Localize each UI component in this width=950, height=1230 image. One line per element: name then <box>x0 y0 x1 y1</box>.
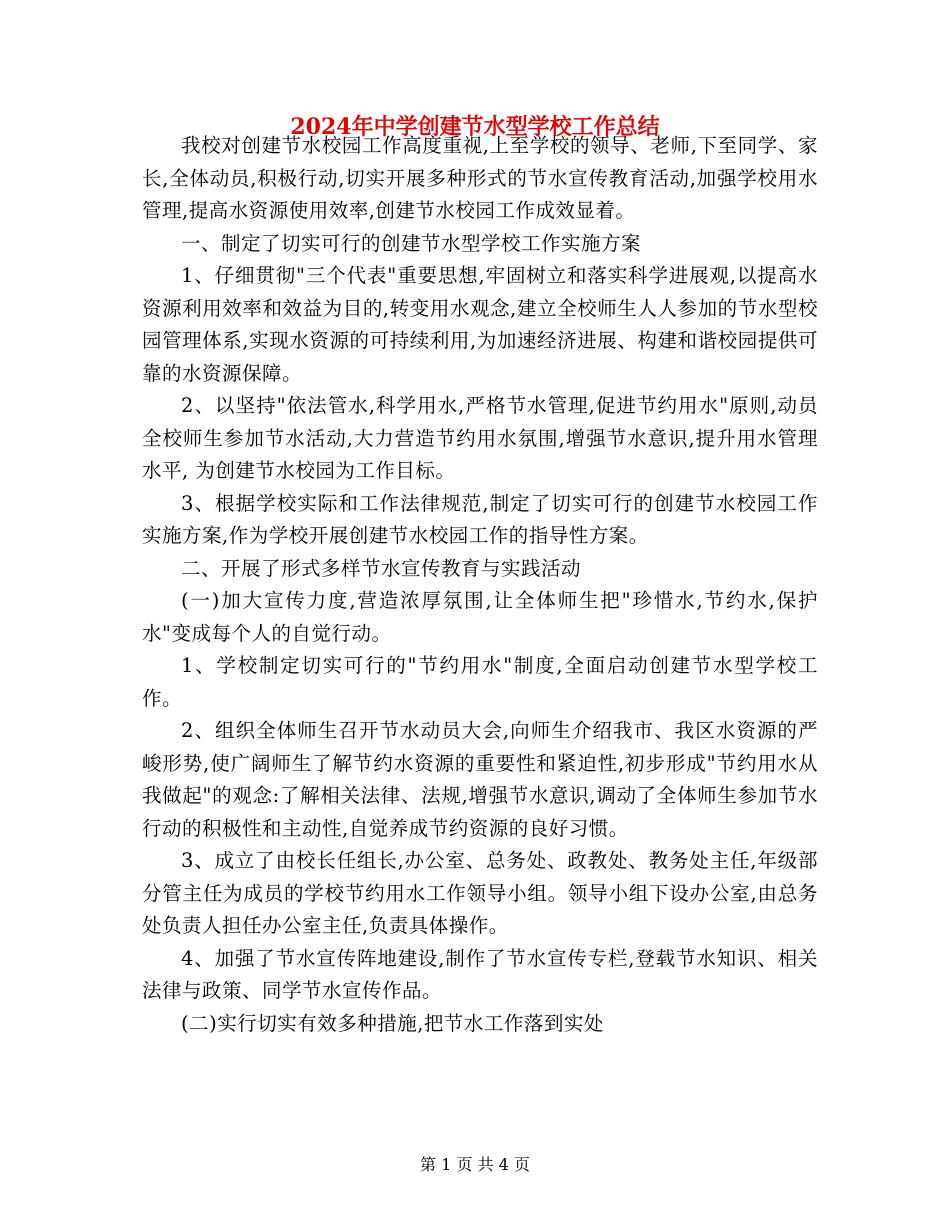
subsection-heading: (二)实行切实有效多种措施,把节水工作落到实处 <box>181 1011 604 1035</box>
page-footer <box>0 1154 950 1176</box>
footer-page-label: 页 <box>456 1155 473 1174</box>
footer-prefix: 第 <box>420 1155 437 1174</box>
footer-total-label: 共 <box>477 1155 494 1174</box>
footer-page-number: 1 <box>441 1155 452 1174</box>
paragraph: 3、成立了由校长任组长,办公室、总务处、政教处、教务处主任,年级部分管主任为成员的学校节约用水工作领导小组。领导小组下设办公室,由总务处负责人担任办公室主任,负责具体操作。 <box>142 849 818 937</box>
subsection-heading: (一)加大宣传力度,营造浓厚氛围,让全体师生把"珍惜水,节约水,保护水"变成每个人的自觉行动。 <box>142 589 818 645</box>
paragraph: 3、根据学校实际和工作法律规范,制定了切实可行的创建节水校园工作实施方案,作为学校开展创建节水校园工作的指导性方案。 <box>142 491 818 547</box>
footer-total-pages: 4 <box>498 1155 509 1174</box>
section-heading: 二、开展了形式多样节水宣传教育与实践活动 <box>181 556 582 580</box>
document-title: 2024年中学创建节水型学校工作总结 <box>290 114 660 140</box>
footer-suffix: 页 <box>513 1155 530 1174</box>
paragraph: 4、加强了节水宣传阵地建设,制作了节水宣传专栏,登载节水知识、相关法律与政策、同学节水宣传作品。 <box>142 946 818 1002</box>
paragraph: 我校对创建节水校园工作高度重视,上至学校的领导、老师,下至同学、家长,全体动员,积极行动,切实开展多种形式的节水宣传教育活动,加强学校用水管理,提高水资源使用效率,创建节水校园工作成效显着。 <box>142 134 818 222</box>
section-heading: 一、制定了切实可行的创建节水型学校工作实施方案 <box>181 231 642 255</box>
document-body <box>142 130 818 1040</box>
paragraph: 1、学校制定切实可行的"节约用水"制度,全面启动创建节水型学校工作。 <box>142 654 818 710</box>
paragraph: 2、以坚持"依法管水,科学用水,严格节水管理,促进节约用水"原则,动员全校师生参加节水活动,大力营造节约用水氛围,增强节水意识,提升用水管理水平, 为创建节水校园为工作目标。 <box>142 394 818 482</box>
paragraph: 2、组织全体师生召开节水动员大会,向师生介绍我市、我区水资源的严峻形势,使广阔师生了解节约水资源的重要性和紧迫性,初步形成"节约用水从我做起"的观念:了解相关法律、法规,增强节水意识,调动了全体师生参加节水行动的积极性和主动性,自觉养成节约资源的良好习惯。 <box>142 719 818 840</box>
paragraph: 1、仔细贯彻"三个代表"重要思想,牢固树立和落实科学进展观,以提高水资源利用效率和效益为目的,转变用水观念,建立全校师生人人参加的节水型校园管理体系,实现水资源的可持续利用,为加速经济进展、构建和谐校园提供可靠的水资源保障。 <box>142 264 818 385</box>
